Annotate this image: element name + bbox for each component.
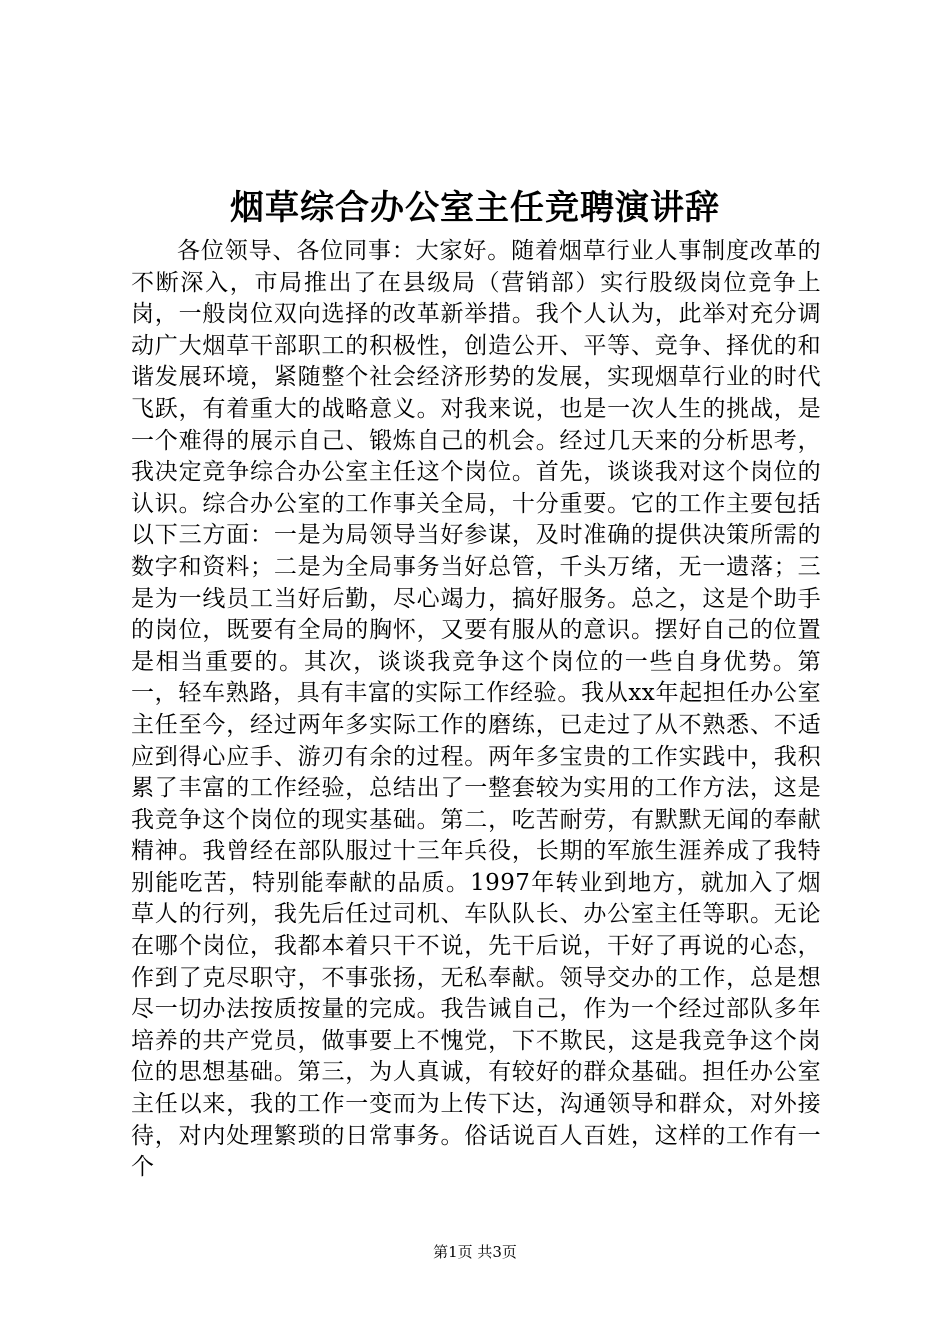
document-body-paragraph: 各位领导、各位同事：大家好。随着烟草行业人事制度改革的不断深入，市局推出了在县级局（营销部）实行股级岗位竞争上岗，一般岗位双向选择的改革新举措。我个人认为，此举对充分调动广大烟草干部职工的积极性，创造公开、平等、竞争、择优的和谐发展环境，紧随整个社会经济形势的发展，实现烟草行业的时代飞跃，有着重大的战略意义。对我来说，也是一次人生的挑战，是一个难得的展示自己、锻炼自己的机会。经过几天来的分析思考，我决定竞争综合办公室主任这个岗位。首先，谈谈我对这个岗位的认识。综合办公室的工作事关全局，十分重要。它的工作主要包括以下三方面：一是为局领导当好参谋，及时准确的提供决策所需的数字和资料；二是为全局事务当好总管，千头万绪，无一遗落；三是为一线员工当好后勤，尽心竭力，搞好服务。总之，这是个助手的岗位，既要有全局的胸怀，又要有服从的意识。摆好自己的位置是相当重要的。其次，谈谈我竞争这个岗位的一些自身优势。第一，轻车熟路，具有丰富的实际工作经验。我从xx年起担任办公室主任至今，经过两年多实际工作的磨练，已走过了从不熟悉、不适应到得心应手、游刃有余的过程。两年多宝贵的工作实践中，我积累了丰富的工作经验，总结出了一整套较为实用的工作方法，这是我竞争这个岗位的现实基础。第二，吃苦耐劳，有默默无闻的奉献精神。我曾经在部队服过十三年兵役，长期的军旅生涯养成了我特别能吃苦，特别能奉献的品质。1997年转业到地方，就加入了烟草人的行列，我先后任过司机、车队队长、办公室主任等职。无论在哪个岗位，我都本着只干不说，先干后说，干好了再说的心态，作到了克尽职守，不事张扬，无私奉献。领导交办的工作，总是想尽一切办法按质按量的完成。我告诫自己，作为一个经过部队多年培养的共产党员，做事要上不愧党，下不欺民，这是我竞争这个岗位的思想基础。第三，为人真诚，有较好的群众基础。担任办公室主任以来，我的工作一变而为上传下达，沟通领导和群众，对外接待，对内处理繁琐的日常事务。俗话说百人百姓，这样的工作有一个 xyxy=(131,238,821,1181)
document-title: 烟草综合办公室主任竞聘演讲辞 xyxy=(230,188,720,228)
page-number-footer: 第1页 共3页 xyxy=(433,1243,517,1261)
